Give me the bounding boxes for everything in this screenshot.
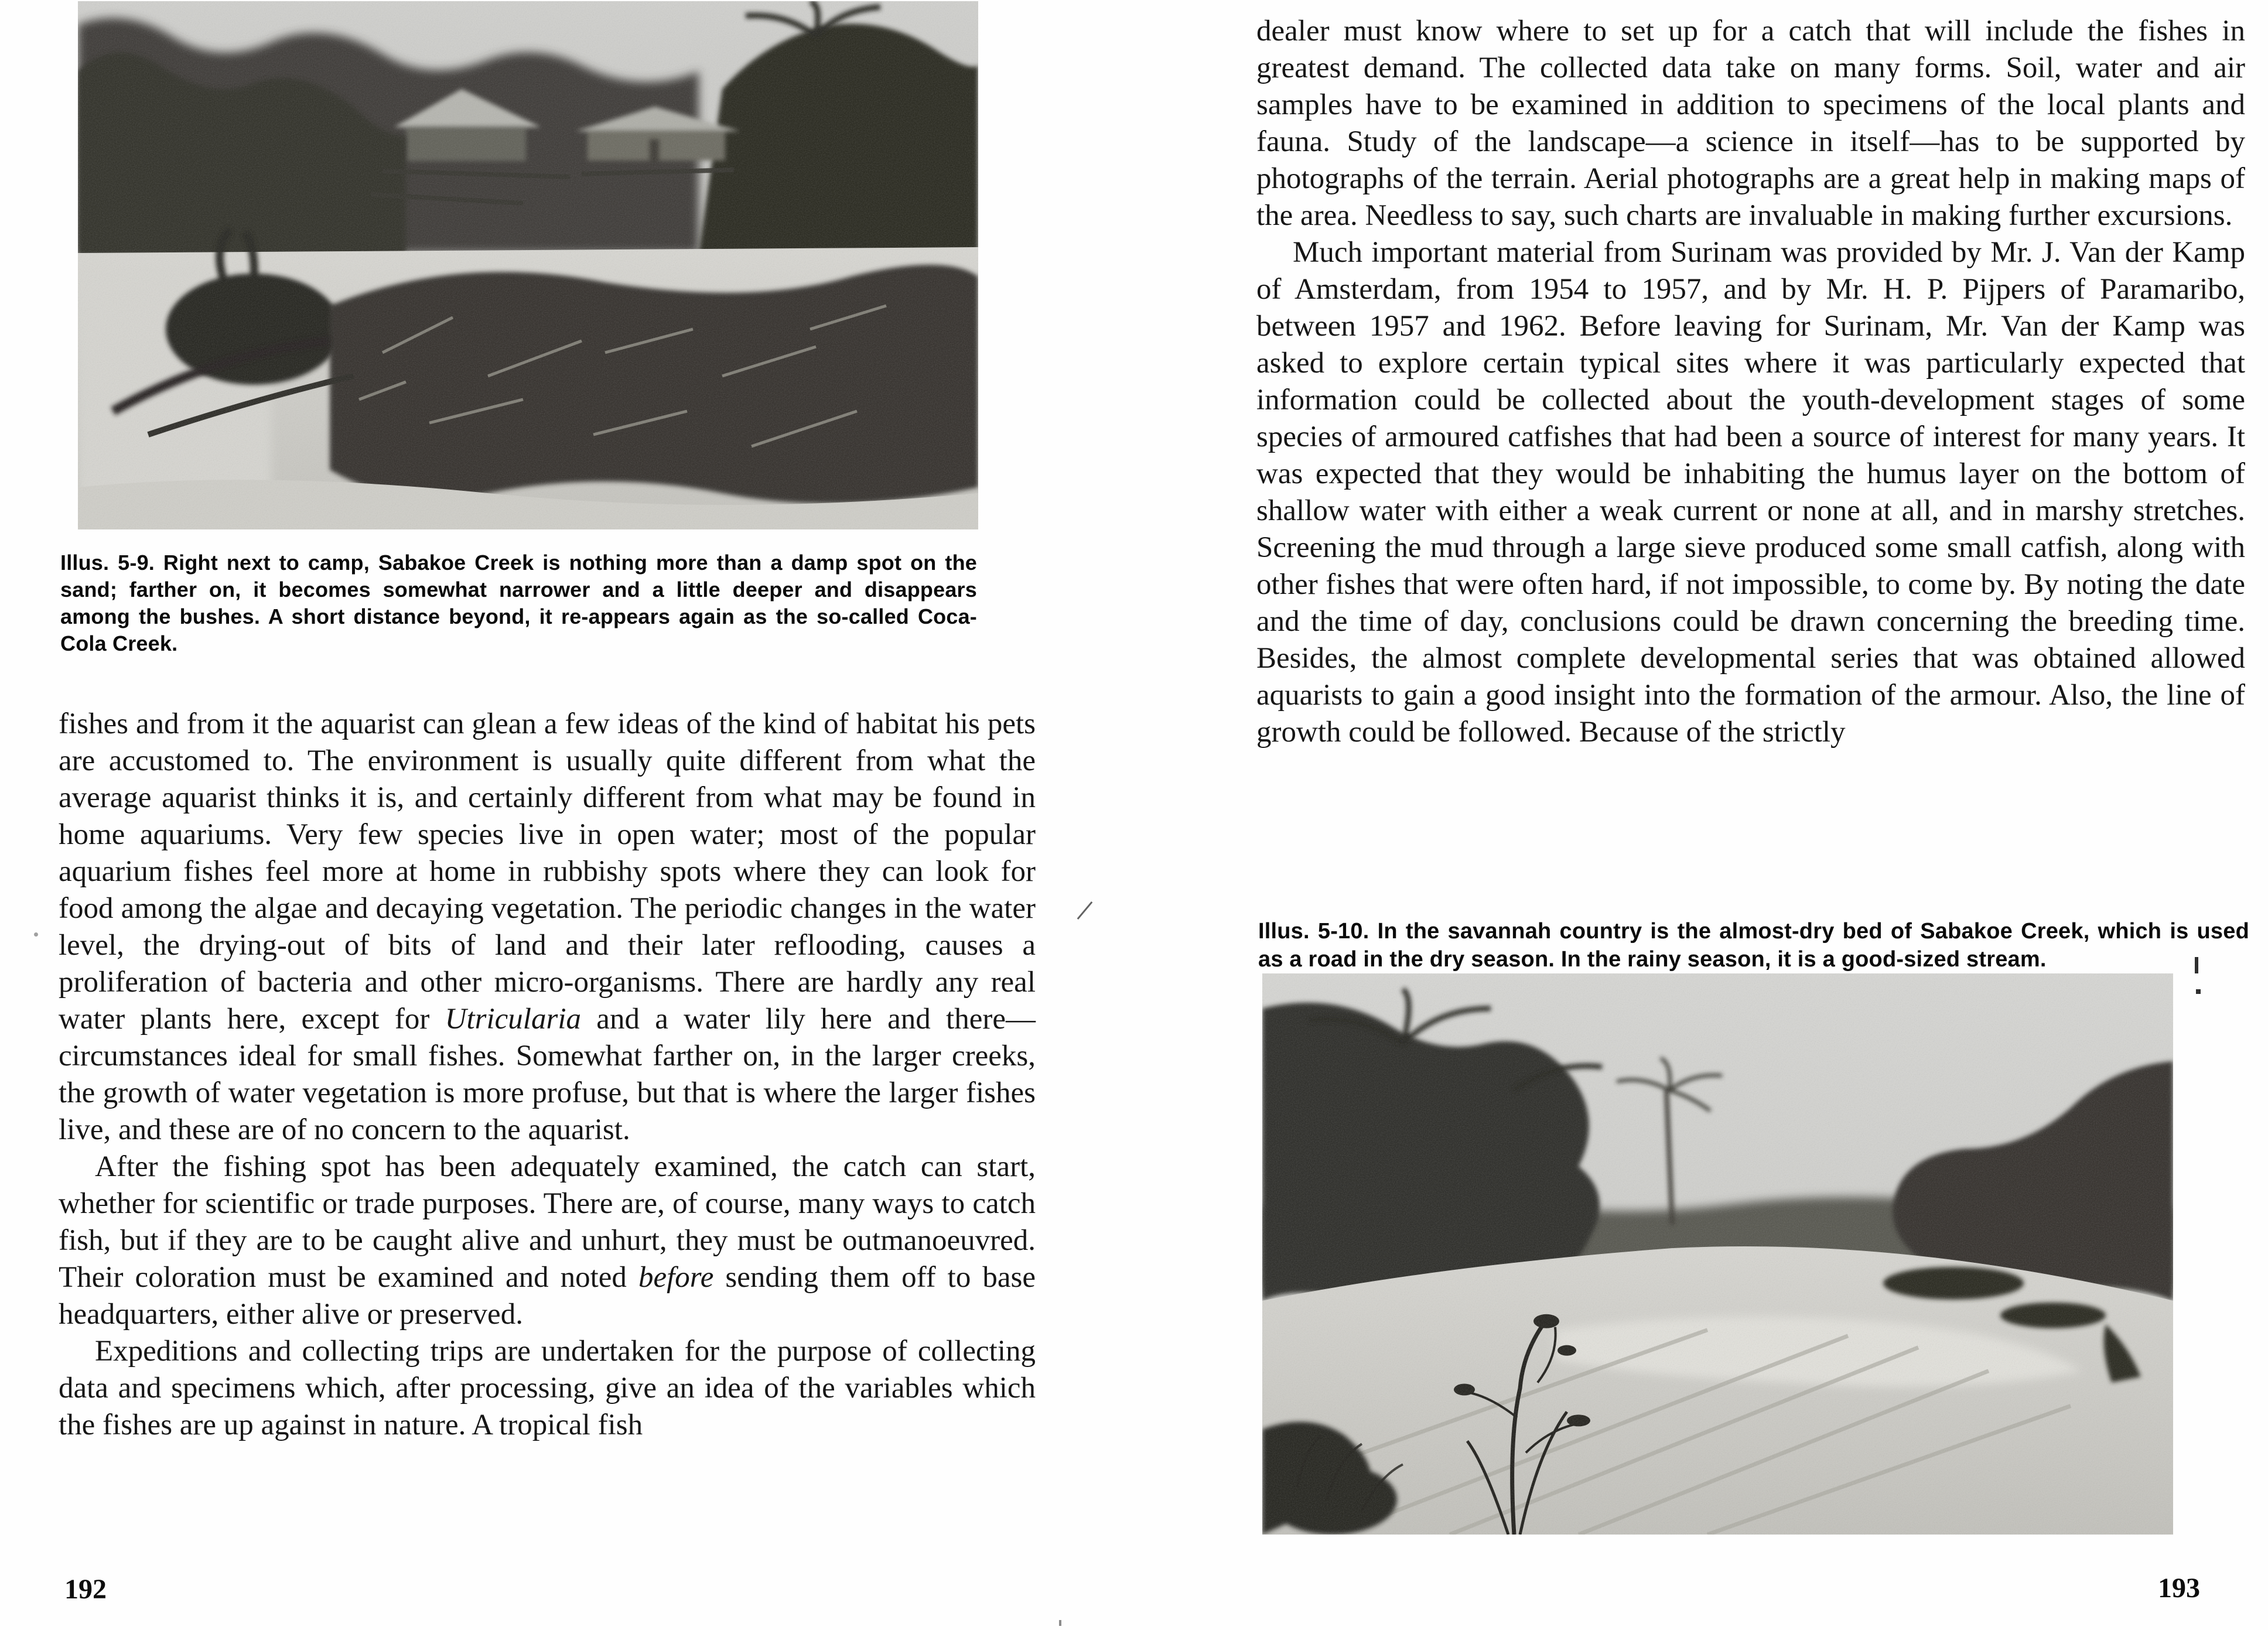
illus-5-9-caption: Illus. 5-9. Right next to camp, Sabakoe Creek is nothing more than a damp spot on the sand; farther on, it becomes somewhat narrower and a little deeper and disappears among the bushes. A short distance beyond, it re-appears again as the so-called Coca-Cola Creek. <box>60 551 977 655</box>
paragraph: Expeditions and collecting trips are undertaken for the purpose of collecting data and specimens which, after processing, give an idea of the variables which the fishes are up against in nature. A tropical fish <box>59 1335 1036 1441</box>
scan-artifact-slash <box>1077 901 1093 920</box>
illus-5-10-photo <box>1262 973 2173 1535</box>
paragraph: Much important material from Surinam was provided by Mr. J. Van der Kamp of Amsterdam, from 1954 to 1957, and by Mr. H. P. Pijpers of Paramaribo, between 1957 and 1962. Before leaving for Surinam, Mr. Van der Kamp was asked to explore certain typical sites where it was particularly expected that information could be collected about the youth-development stages of some species of armoured catfishes that had been a source of interest for many years. It was expected that they would be inhabiting the humus layer on the bottom of shallow water with either a weak current or none at all, and in marshy stretches. Screening the mud through a large sieve produced some small catfish, along with other fishes that were often hard, if not impossible, to come by. By noting the date and the time of day, conclusions could be drawn concerning the breeding time. Besides, the almost complete developmental series that was obtained allowed aquarists to gain a good insight into the formation of the armour. Also, the line of growth could be followed. Because of the strictly <box>1256 236 2245 749</box>
paragraph: After the fishing spot has been adequately examined, the catch can start, whether for scientific or trade purposes. There are, of course, many ways to catch fish, but if they are to be caught alive and unhurt, they must be outmanoeuvred. Their coloration must be examined and noted before sending them off to base headquarters, either alive or preserved. <box>59 1150 1036 1331</box>
scan-artifact-dot3 <box>34 932 38 937</box>
scan-artifact-dot2 <box>1059 1620 1061 1626</box>
illus-5-10-caption: Illus. 5-10. In the savannah country is the almost-dry bed of Sabakoe Creek, which is used as a road in the dry season. In the rainy season, it is a good-sized stream. <box>1258 919 2249 972</box>
illus-5-9-photo <box>78 1 978 529</box>
page-number-192: 192 <box>64 1574 107 1605</box>
savannah-creek-photo-graphic <box>1262 973 2173 1535</box>
page-number-193: 193 <box>2158 1573 2200 1604</box>
paragraph: fishes and from it the aquarist can glean a few ideas of the kind of habitat his pets are accustomed to. The environment is usually quite different from what the average aquarist thinks it is, and certainly different from what may be found in home aquariums. Very few species live in open water; most of the popular aquarium fishes feel more at home in rubbishy spots where they can look for food among the algae and decaying vegetation. The periodic changes in the water level, the drying-out of bits of land and their later reflooding, causes a proliferation of bacteria and other micro-organisms. There are hardly any real water plants here, except for Utricularia and a water lily here and there—circumstances ideal for small fishes. Somewhat farther on, in the larger creeks, the growth of water vegetation is more profuse, but that is where the larger fishes live, and these are of no concern to the aquarist. <box>59 708 1036 1146</box>
creek-camp-photo-graphic <box>78 1 978 529</box>
scan-artifact-tick <box>2195 957 2198 973</box>
page-192-body-text <box>59 706 1036 1444</box>
paragraph: dealer must know where to set up for a catch that will include the fishes in greatest demand. The collected data take on many forms. Soil, water and air samples have to be examined in addition to specimens of the local plants and fauna. Study of the landscape—a science in itself—has to be supported by photographs of the terrain. Aerial photographs are a great help in making maps of the area. Needless to say, such charts are invaluable in making further excursions. <box>1256 15 2245 232</box>
page-193-body-text <box>1256 13 2245 751</box>
scan-artifact-dot <box>2196 989 2201 994</box>
